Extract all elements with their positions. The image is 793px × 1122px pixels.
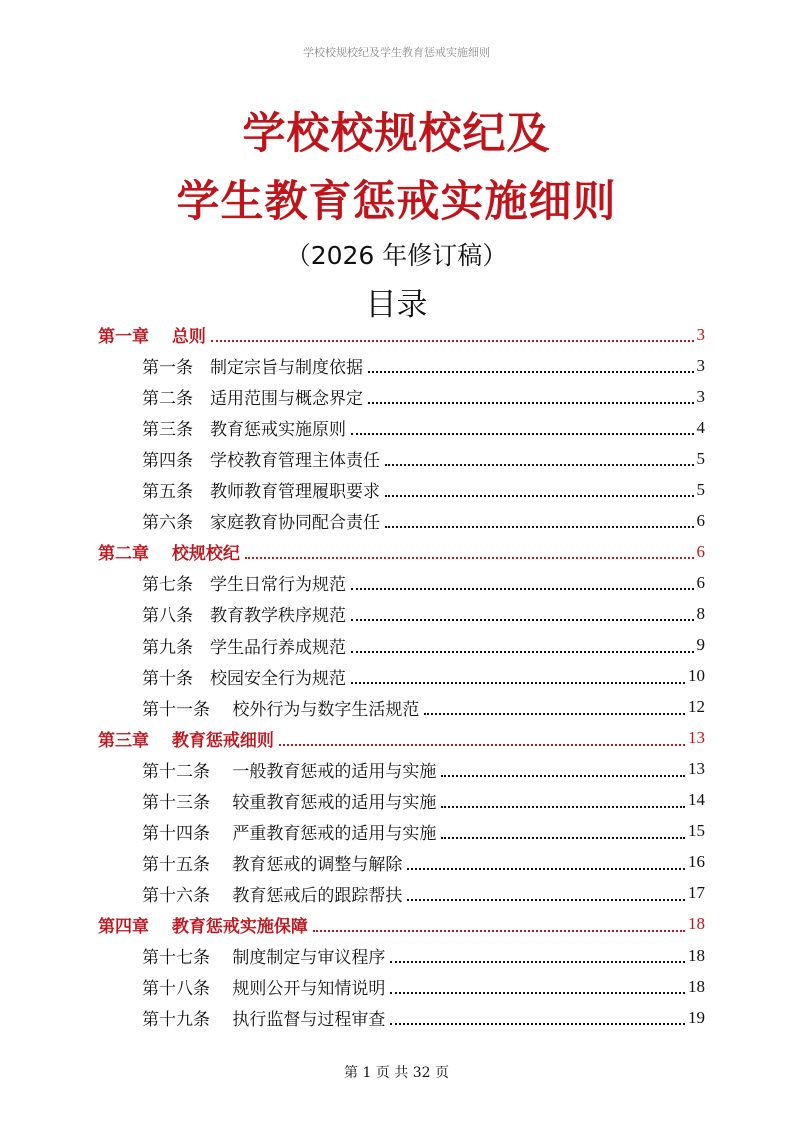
toc-entry-label: 第三章 教育惩戒细则 bbox=[98, 730, 274, 751]
toc-page-number: 3 bbox=[696, 355, 705, 375]
toc-entry-label: 第二章 校规校纪 bbox=[98, 544, 240, 565]
toc-article-entry[interactable] bbox=[142, 661, 705, 692]
toc-article-entry[interactable] bbox=[142, 816, 705, 847]
toc-article-entry[interactable] bbox=[142, 754, 705, 785]
toc-entry-label: 第十九条 执行监督与过程审查 bbox=[142, 1010, 386, 1031]
document-title-line-2: 学生教育惩戒实施细则 bbox=[176, 177, 617, 227]
toc-page-number: 16 bbox=[688, 852, 705, 872]
toc-article-entry[interactable] bbox=[142, 505, 705, 536]
toc-entry-label: 第五条 教师教育管理履职要求 bbox=[142, 482, 380, 503]
toc-page-number: 15 bbox=[688, 821, 705, 841]
toc-entry-label: 第十三条 较重教育惩戒的适用与实施 bbox=[142, 792, 437, 813]
toc-entry-label: 第四条 学校教育管理主体责任 bbox=[142, 451, 380, 472]
toc-page-number: 6 bbox=[696, 541, 705, 561]
toc-entry-label: 第十七条 制度制定与审议程序 bbox=[142, 948, 386, 968]
toc-page-number: 17 bbox=[688, 883, 705, 903]
toc-entry-label: 第十二条 一般教育惩戒的适用与实施 bbox=[142, 761, 437, 782]
toc-entry-label: 第二条 适用范围与概念界定 bbox=[142, 389, 363, 410]
toc-page-number: 12 bbox=[688, 697, 705, 717]
toc-entry-label: 第七条 学生日常行为规范 bbox=[142, 575, 346, 596]
dot-leader bbox=[407, 867, 685, 870]
toc-article-entry[interactable] bbox=[142, 567, 705, 598]
dot-leader bbox=[385, 463, 694, 466]
toc-entry-label: 第九条 学生品行养成规范 bbox=[142, 637, 346, 658]
toc-page-number: 5 bbox=[696, 448, 705, 468]
toc-entry-label: 第六条 家庭教育协同配合责任 bbox=[142, 513, 380, 534]
toc-entry-label: 第一条 制定宗旨与制度依据 bbox=[142, 358, 363, 379]
toc-page-number: 4 bbox=[696, 417, 705, 437]
toc-page-number: 14 bbox=[688, 790, 705, 810]
toc-article-entry[interactable] bbox=[142, 971, 705, 1002]
toc-page-number: 6 bbox=[696, 510, 705, 530]
dot-leader bbox=[351, 618, 694, 621]
dot-leader bbox=[211, 339, 694, 342]
toc-article-entry[interactable] bbox=[142, 1002, 705, 1033]
toc-page-number: 3 bbox=[696, 386, 705, 406]
dot-leader bbox=[351, 681, 685, 684]
toc-entry-label: 第十一条 校外行为与数字生活规范 bbox=[142, 699, 420, 720]
dot-leader bbox=[407, 898, 685, 901]
page-footer: 第 1 页 共 32 页 bbox=[344, 1065, 449, 1081]
toc-entry-label: 第十四条 严重教育惩戒的适用与实施 bbox=[142, 823, 437, 844]
dot-leader bbox=[385, 525, 694, 528]
toc-article-entry[interactable] bbox=[142, 598, 705, 629]
toc-page-number: 13 bbox=[688, 728, 705, 748]
toc-article-entry[interactable] bbox=[142, 474, 705, 505]
toc-entry-label: 第四章 教育惩戒实施保障 bbox=[98, 916, 308, 937]
running-header: 学校校规校纪及学生教育惩戒实施细则 bbox=[303, 46, 490, 59]
dot-leader bbox=[424, 712, 685, 715]
dot-leader bbox=[441, 836, 685, 839]
toc-article-entry[interactable] bbox=[142, 381, 705, 412]
document-title-line-1: 学校校规校纪及 bbox=[242, 109, 551, 159]
toc-page-number: 9 bbox=[696, 635, 705, 654]
toc-article-entry[interactable] bbox=[142, 692, 705, 723]
toc-page-number: 5 bbox=[696, 479, 705, 499]
dot-leader bbox=[390, 991, 685, 994]
toc-entry-label: 第三条 教育惩戒实施原则 bbox=[142, 420, 346, 441]
toc-chapter-entry[interactable] bbox=[98, 319, 705, 350]
toc-article-entry[interactable] bbox=[142, 940, 705, 971]
toc-entry-label: 第十六条 教育惩戒后的跟踪帮扶 bbox=[142, 885, 403, 906]
toc-entry-label: 第十五条 教育惩戒的调整与解除 bbox=[142, 854, 403, 875]
toc-page-number: 18 bbox=[688, 945, 705, 965]
dot-leader bbox=[351, 650, 694, 653]
toc-chapter-entry[interactable] bbox=[98, 536, 705, 567]
toc-chapter-entry[interactable] bbox=[98, 723, 705, 754]
toc-page-number: 19 bbox=[688, 1007, 705, 1027]
toc-chapter-entry[interactable] bbox=[98, 909, 705, 940]
toc-article-entry[interactable] bbox=[142, 443, 705, 474]
toc-entry-label: 第八条 教育教学秩序规范 bbox=[142, 606, 346, 627]
toc-article-entry[interactable] bbox=[142, 630, 705, 661]
toc-article-entry[interactable] bbox=[142, 412, 705, 443]
dot-leader bbox=[245, 556, 694, 559]
toc-article-entry[interactable] bbox=[142, 350, 705, 381]
dot-leader bbox=[441, 774, 685, 777]
toc-page-number: 18 bbox=[688, 914, 705, 934]
dot-leader bbox=[279, 743, 685, 746]
dot-leader bbox=[313, 929, 685, 932]
toc-page-number: 8 bbox=[696, 603, 705, 623]
dot-leader bbox=[441, 805, 685, 808]
revision-subtitle: （2026 年修订稿） bbox=[285, 241, 508, 270]
dot-leader bbox=[368, 370, 694, 373]
dot-leader bbox=[351, 587, 694, 590]
toc-article-entry[interactable] bbox=[142, 847, 705, 878]
toc-article-entry[interactable] bbox=[142, 878, 705, 909]
toc-page-number: 3 bbox=[696, 324, 705, 344]
toc-page-number: 13 bbox=[688, 759, 705, 779]
toc-page-number: 6 bbox=[696, 572, 705, 592]
toc-page-number: 10 bbox=[688, 666, 705, 686]
toc-heading: 目录 bbox=[365, 287, 428, 323]
toc-entry-label: 第十条 校园安全行为规范 bbox=[142, 668, 346, 689]
dot-leader bbox=[351, 432, 694, 435]
toc-page-number: 18 bbox=[688, 976, 705, 996]
dot-leader bbox=[390, 1022, 685, 1025]
dot-leader bbox=[368, 401, 694, 404]
toc-article-entry[interactable] bbox=[142, 785, 705, 816]
dot-leader bbox=[390, 960, 685, 963]
toc-entry-label: 第十八条 规则公开与知情说明 bbox=[142, 979, 386, 1000]
toc-entry-label: 第一章 总则 bbox=[98, 327, 206, 347]
dot-leader bbox=[385, 494, 694, 497]
